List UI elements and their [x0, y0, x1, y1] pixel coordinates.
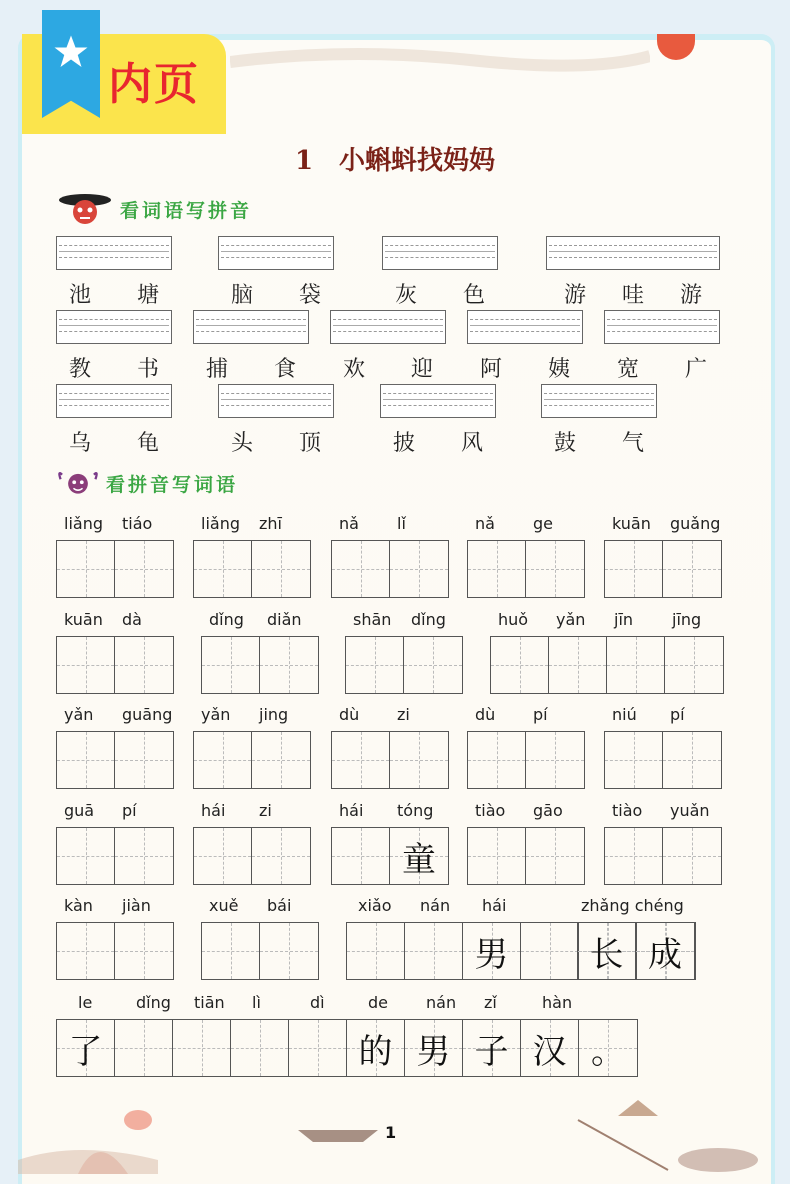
- pinyin-answer-box[interactable]: [56, 384, 172, 418]
- writing-grid[interactable]: [56, 922, 174, 980]
- grid-cell[interactable]: [173, 1020, 231, 1076]
- writing-grid[interactable]: [490, 636, 724, 694]
- pinyin-answer-box[interactable]: [382, 236, 498, 270]
- grid-cell[interactable]: [405, 1020, 463, 1076]
- pinyin-label: yǎn: [201, 705, 231, 724]
- pinyin-label: tiáo: [122, 514, 153, 533]
- pinyin-answer-box[interactable]: [467, 310, 583, 344]
- pinyin-label: nǎ: [475, 514, 495, 533]
- pinyin-label: tóng: [397, 801, 434, 820]
- grid-cell[interactable]: [663, 541, 721, 597]
- grid-cell[interactable]: [332, 732, 390, 788]
- pinyin-label: zhǎng chéng: [581, 896, 684, 915]
- writing-grid[interactable]: [56, 827, 174, 885]
- word-char: 阿: [480, 357, 503, 382]
- pinyin-label: bái: [267, 896, 292, 915]
- given-char: 子: [474, 1031, 509, 1072]
- grid-cell[interactable]: [390, 828, 448, 884]
- word-char: 头: [231, 431, 254, 456]
- grid-cell[interactable]: [115, 637, 173, 693]
- writing-grid[interactable]: [56, 540, 174, 598]
- word-char: 哇: [622, 283, 645, 308]
- pinyin-answer-box[interactable]: [330, 310, 446, 344]
- writing-grid[interactable]: [604, 731, 722, 789]
- pinyin-label: lǐ: [397, 514, 406, 533]
- word-char: 书: [137, 357, 160, 382]
- pinyin-label: dà: [122, 610, 142, 629]
- pinyin-label: jīn: [614, 610, 634, 629]
- writing-grid[interactable]: [331, 731, 449, 789]
- grid-cell[interactable]: [202, 637, 260, 693]
- pinyin-label: nǎ: [339, 514, 359, 533]
- given-char: 。: [591, 1031, 625, 1072]
- pinyin-label: pí: [122, 801, 137, 820]
- grid-cell[interactable]: [115, 732, 173, 788]
- pinyin-label: nán: [420, 896, 451, 915]
- tab-label: 内页: [108, 59, 200, 110]
- pinyin-answer-box[interactable]: [193, 310, 309, 344]
- pinyin-label: zi: [259, 801, 272, 820]
- writing-grid[interactable]: [467, 540, 585, 598]
- grid-cell[interactable]: [194, 541, 252, 597]
- pinyin-label: tiào: [612, 801, 643, 820]
- grid-cell[interactable]: [636, 923, 694, 979]
- grid-cell[interactable]: [578, 923, 636, 979]
- pinyin-answer-box[interactable]: [56, 236, 172, 270]
- writing-grid[interactable]: [604, 540, 722, 598]
- word-char: 迎: [411, 357, 434, 382]
- writing-grid[interactable]: [201, 922, 319, 980]
- grid-cell[interactable]: [468, 541, 526, 597]
- writing-grid[interactable]: [193, 827, 311, 885]
- word-char: 池: [69, 283, 92, 308]
- pinyin-label: yǎn: [64, 705, 94, 724]
- pinyin-label: gāo: [533, 801, 563, 820]
- pinyin-label: huǒ: [498, 610, 529, 629]
- word-char: 风: [461, 431, 484, 456]
- pinyin-label: jing: [259, 705, 289, 724]
- pinyin-label: yuǎn: [670, 801, 710, 820]
- grid-cell[interactable]: [526, 828, 584, 884]
- writing-grid[interactable]: [331, 827, 449, 885]
- pinyin-label: pí: [670, 705, 685, 724]
- word-char: 灰: [395, 283, 418, 308]
- given-char: 童: [402, 839, 436, 880]
- grid-cell[interactable]: [202, 923, 260, 979]
- pinyin-label: shān: [353, 610, 392, 629]
- pinyin-answer-box[interactable]: [546, 236, 720, 270]
- pinyin-label: jīng: [672, 610, 702, 629]
- pinyin-label: dǐng: [136, 993, 171, 1012]
- given-char: 长: [589, 934, 624, 975]
- grid-cell[interactable]: [607, 637, 665, 693]
- grid-cell[interactable]: [491, 637, 549, 693]
- grid-cell[interactable]: [194, 732, 252, 788]
- pinyin-label: xuě: [209, 896, 239, 915]
- pinyin-label: kuān: [64, 610, 103, 629]
- grid-cell[interactable]: [252, 828, 310, 884]
- section1-title: 看词语写拼音: [120, 199, 253, 222]
- pinyin-label: zǐ: [484, 993, 497, 1012]
- lesson-title: 小蝌蚪找妈妈: [339, 146, 496, 176]
- pinyin-answer-box[interactable]: [56, 310, 172, 344]
- word-char: 披: [393, 431, 416, 456]
- grid-cell[interactable]: [332, 541, 390, 597]
- writing-grid[interactable]: [577, 922, 695, 980]
- word-char: 捕: [206, 357, 229, 382]
- pinyin-answer-box[interactable]: [218, 236, 334, 270]
- grid-cell[interactable]: [468, 732, 526, 788]
- grid-cell[interactable]: [346, 637, 404, 693]
- pinyin-label: pí: [533, 705, 548, 724]
- pinyin-label: guā: [64, 801, 95, 820]
- word-char: 塘: [137, 283, 160, 308]
- grid-cell[interactable]: [521, 923, 579, 979]
- pinyin-label: dù: [475, 705, 496, 724]
- word-char: 食: [274, 357, 297, 382]
- word-char: 教: [69, 357, 92, 382]
- pinyin-answer-box[interactable]: [380, 384, 496, 418]
- grid-cell[interactable]: [579, 1020, 637, 1076]
- page-number: 1: [385, 1123, 397, 1142]
- brush-decoration: [230, 42, 650, 82]
- word-char: 龟: [137, 431, 160, 456]
- pinyin-label: dǐng: [411, 610, 446, 629]
- pinyin-label: de: [368, 993, 388, 1012]
- section2-title: 看拼音写词语: [106, 473, 239, 496]
- pinyin-label: hàn: [542, 993, 573, 1012]
- grid-cell[interactable]: [605, 541, 663, 597]
- pinyin-label: le: [78, 993, 93, 1012]
- pinyin-label: guǎng: [670, 514, 721, 533]
- page-title: [0, 140, 790, 177]
- given-char: 了: [68, 1031, 103, 1072]
- writing-grid[interactable]: [193, 540, 311, 598]
- word-char: 顶: [299, 431, 322, 456]
- pinyin-label: jiàn: [122, 896, 151, 915]
- pinyin-label: ge: [533, 514, 553, 533]
- grid-cell[interactable]: [57, 637, 115, 693]
- pinyin-label: liǎng: [64, 514, 103, 533]
- pinyin-answer-box[interactable]: [218, 384, 334, 418]
- lesson-number: 1: [294, 146, 314, 176]
- grid-cell[interactable]: [57, 828, 115, 884]
- word-char: 姨: [548, 357, 571, 382]
- grid-cell[interactable]: [115, 1020, 173, 1076]
- grid-cell[interactable]: [115, 828, 173, 884]
- grid-cell[interactable]: [260, 637, 318, 693]
- grid-cell[interactable]: [605, 732, 663, 788]
- grid-cell[interactable]: [468, 828, 526, 884]
- grid-cell[interactable]: [390, 541, 448, 597]
- grid-cell[interactable]: [57, 541, 115, 597]
- word-char: 气: [622, 431, 645, 456]
- pinyin-label: tiào: [475, 801, 506, 820]
- grid-cell[interactable]: [526, 732, 584, 788]
- writing-grid[interactable]: [467, 731, 585, 789]
- writing-grid[interactable]: [56, 731, 174, 789]
- grid-cell[interactable]: [463, 1020, 521, 1076]
- grid-cell[interactable]: [115, 541, 173, 597]
- grid-cell[interactable]: [57, 923, 115, 979]
- writing-grid[interactable]: [201, 636, 319, 694]
- writing-grid[interactable]: [604, 827, 722, 885]
- pinyin-label: yǎn: [556, 610, 586, 629]
- grid-cell[interactable]: [57, 1020, 115, 1076]
- word-char: 宽: [617, 357, 640, 382]
- grid-cell[interactable]: [332, 828, 390, 884]
- pinyin-label: dǐng: [209, 610, 244, 629]
- grid-cell[interactable]: [463, 923, 521, 979]
- section2-heading: [56, 466, 238, 500]
- word-char: 鼓: [554, 431, 577, 456]
- lotus-decoration: [18, 1090, 775, 1174]
- pinyin-answer-box[interactable]: [541, 384, 657, 418]
- given-char: 男: [416, 1031, 451, 1072]
- pinyin-answer-box[interactable]: [604, 310, 720, 344]
- writing-grid[interactable]: [56, 636, 174, 694]
- grid-cell[interactable]: [260, 923, 318, 979]
- pinyin-label: kuān: [612, 514, 651, 533]
- mascot-icon: [56, 192, 114, 226]
- grid-cell[interactable]: [231, 1020, 289, 1076]
- grid-cell[interactable]: [347, 923, 405, 979]
- grid-cell[interactable]: [194, 828, 252, 884]
- word-char: 游: [680, 283, 703, 308]
- word-char: 乌: [69, 431, 92, 456]
- grid-cell[interactable]: [405, 923, 463, 979]
- given-char: 成: [648, 934, 682, 975]
- grid-cell[interactable]: [605, 828, 663, 884]
- pinyin-label: hái: [339, 801, 364, 820]
- writing-grid[interactable]: [193, 731, 311, 789]
- grid-cell[interactable]: [252, 732, 310, 788]
- grid-cell[interactable]: [390, 732, 448, 788]
- pinyin-label: lì: [252, 993, 261, 1012]
- given-char: 男: [474, 934, 509, 975]
- grid-cell[interactable]: [347, 1020, 405, 1076]
- writing-grid[interactable]: [467, 827, 585, 885]
- pinyin-label: kàn: [64, 896, 93, 915]
- grid-cell[interactable]: [115, 923, 173, 979]
- pinyin-label: hái: [482, 896, 507, 915]
- pinyin-label: nán: [426, 993, 457, 1012]
- pinyin-label: hái: [201, 801, 226, 820]
- sentence-grid[interactable]: [56, 1019, 638, 1077]
- grid-cell[interactable]: [663, 828, 721, 884]
- grid-cell[interactable]: [665, 637, 723, 693]
- grid-cell[interactable]: [549, 637, 607, 693]
- given-char: 的: [358, 1031, 393, 1072]
- word-char: 袋: [299, 283, 322, 308]
- pinyin-label: zhī: [259, 514, 282, 533]
- word-char: 色: [463, 283, 486, 308]
- pinyin-label: diǎn: [267, 610, 302, 629]
- writing-grid[interactable]: [331, 540, 449, 598]
- star-icon: [53, 34, 89, 70]
- mascot-icon: [56, 466, 100, 500]
- grid-cell[interactable]: [289, 1020, 347, 1076]
- pinyin-label: dù: [339, 705, 360, 724]
- pinyin-label: liǎng: [201, 514, 240, 533]
- grid-cell[interactable]: [521, 1020, 579, 1076]
- grid-cell[interactable]: [663, 732, 721, 788]
- pinyin-label: niú: [612, 705, 637, 724]
- pinyin-label: dì: [310, 993, 325, 1012]
- pinyin-label: xiǎo: [358, 896, 392, 915]
- word-char: 欢: [343, 357, 366, 382]
- pinyin-label: zi: [397, 705, 410, 724]
- word-char: 游: [564, 283, 587, 308]
- given-char: 汉: [532, 1031, 567, 1072]
- grid-cell[interactable]: [57, 732, 115, 788]
- word-char: 广: [685, 357, 708, 382]
- grid-cell[interactable]: [252, 541, 310, 597]
- section1-heading: [56, 192, 252, 226]
- word-char: 脑: [231, 283, 254, 308]
- grid-cell[interactable]: [526, 541, 584, 597]
- writing-grid[interactable]: [345, 636, 463, 694]
- grid-cell[interactable]: [404, 637, 462, 693]
- pinyin-label: guāng: [122, 705, 173, 724]
- pinyin-label: tiān: [194, 993, 225, 1012]
